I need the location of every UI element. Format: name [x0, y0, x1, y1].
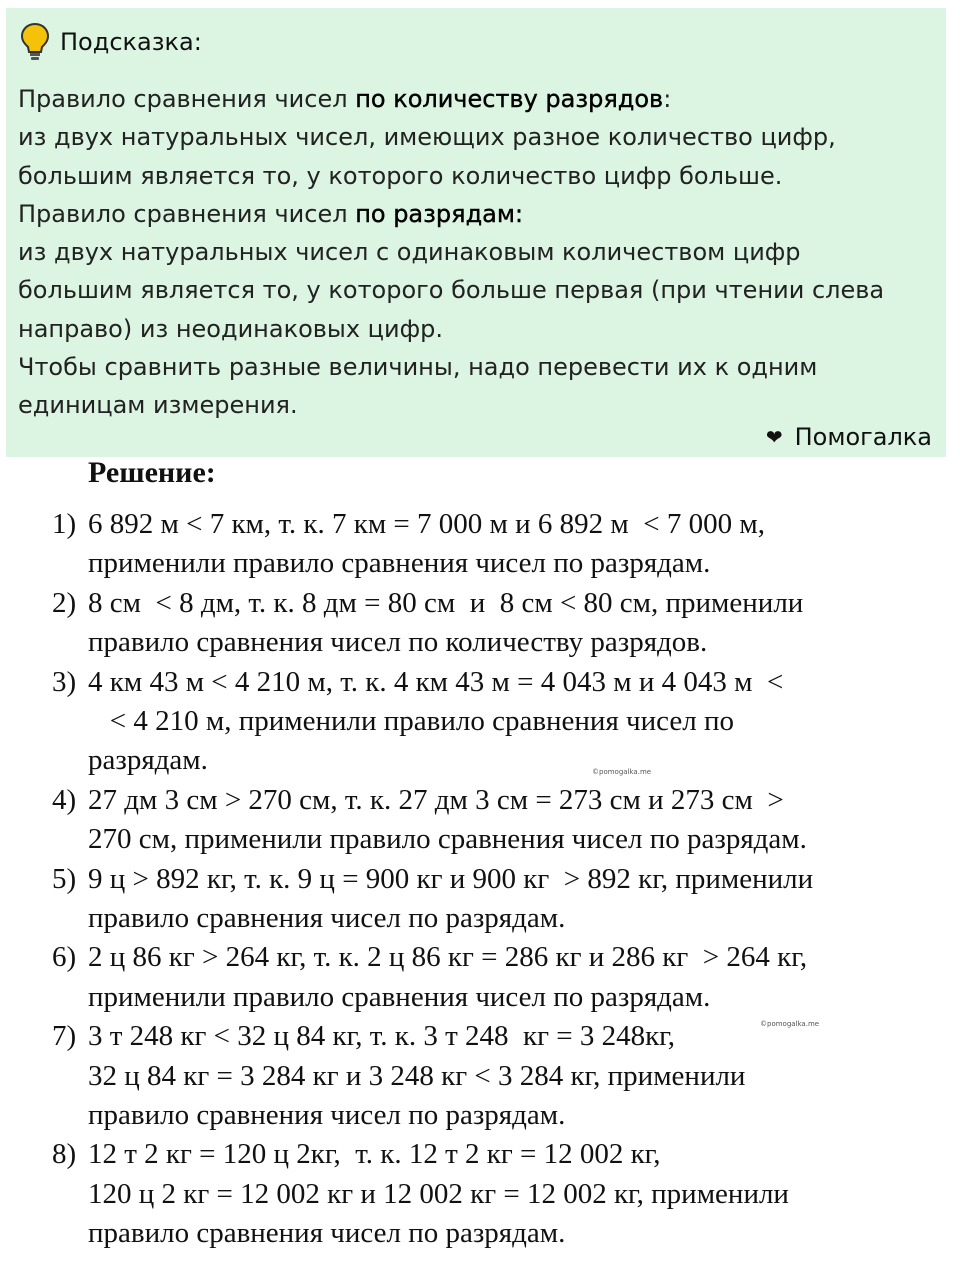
solution-line: правило сравнения чисел по количеству разрядов.	[88, 626, 708, 659]
solution-line: применили правило сравнения чисел по разрядам.	[88, 547, 711, 580]
hint-rule-name: по количеству разрядов	[355, 85, 664, 113]
hint-rule-name: по разрядам:	[355, 199, 524, 228]
solution-line: 2 ц 86 кг > 264 кг, т. к. 2 ц 86 кг = 286 кг и 286 кг > 264 кг,	[88, 941, 808, 974]
hint-line	[18, 80, 938, 118]
item-number: 7)	[52, 1020, 77, 1053]
lightbulb-icon	[20, 22, 50, 62]
hint-line-text: Правило сравнения чисел	[18, 199, 356, 228]
item-number: 5)	[52, 862, 77, 895]
hint-line	[18, 348, 938, 386]
solution-line: 120 ц 2 кг = 12 002 кг и 12 002 кг = 12 002 кг, применили	[88, 1177, 789, 1210]
hint-line-text: Правило сравнения чисел	[18, 85, 356, 113]
solution-line: 6 892 м < 7 км, т. к. 7 км = 7 000 м и 6 892 м < 7 000 м,	[88, 508, 765, 540]
hint-line	[18, 386, 938, 424]
hint-line-text: из двух натуральных чисел, имеющих разное количество цифр,	[18, 123, 836, 152]
hint-line-text: Чтобы сравнить разные величины, надо перевести их к одним	[18, 353, 818, 382]
hint-line-text: большим является то, у которого количество цифр больше.	[18, 161, 783, 190]
solution-line: правило сравнения чисел по разрядам.	[88, 1099, 566, 1131]
watermark: ©pomogalka.me	[592, 768, 652, 776]
solution-line: 8 см < 8 дм, т. к. 8 дм = 80 см и 8 см < 80 см, применили	[88, 586, 804, 619]
solution-line: применили правило сравнения чисел по разрядам.	[88, 980, 711, 1013]
solution-line: 4 км 43 м < 4 210 м, т. к. 4 км 43 м = 4 043 м и 4 043 м <	[88, 665, 784, 698]
hint-title: Подсказка:	[60, 28, 202, 56]
brand-name: Помогалка	[794, 423, 932, 451]
item-number: 3)	[52, 665, 77, 698]
item-number: 6)	[52, 941, 77, 974]
solution-line: 32 ц 84 кг = 3 284 кг и 3 248 кг < 3 284 кг, применили	[88, 1059, 746, 1092]
item-number: 4)	[52, 783, 77, 816]
watermark: ©pomogalka.me	[760, 1020, 820, 1028]
hint-line-text: направо) из неодинаковых цифр.	[18, 314, 443, 343]
solution-line: 3 т 248 кг < 32 ц 84 кг, т. к. 3 т 248 кг = 3 248кг,	[88, 1020, 676, 1053]
item-number: 2)	[52, 586, 77, 619]
solution-line: 27 дм 3 см > 270 см, т. к. 27 дм 3 см = 273 см и 273 см >	[88, 783, 784, 816]
hint-line	[18, 195, 938, 233]
solution-line: 12 т 2 кг = 120 ц 2кг, т. к. 12 т 2 кг = 12 002 кг,	[88, 1138, 661, 1171]
hint-line-text: :	[663, 85, 672, 113]
hint-line-text: большим является то, у которого больше первая (при чтении слева	[18, 276, 885, 305]
solution-line: 9 ц > 892 кг, т. к. 9 ц = 900 кг и 900 кг > 892 кг, применили	[88, 862, 814, 895]
solution-title: Решение:	[88, 456, 216, 489]
heart-icon: ❤	[765, 425, 783, 449]
hint-line	[18, 118, 938, 156]
hint-line	[18, 233, 938, 271]
hint-line-text: единицам измерения.	[18, 391, 298, 420]
hint-line	[18, 271, 938, 309]
hint-line-text: из двух натуральных чисел с одинаковым количеством цифр	[18, 238, 801, 267]
hint-line	[18, 157, 938, 195]
brand-label	[766, 423, 932, 451]
solution-line: правило сравнения чисел по разрядам.	[88, 902, 566, 934]
solution-line: < 4 210 м, применили правило сравнения чисел по	[88, 705, 734, 737]
hint-header	[20, 20, 202, 64]
hint-line	[18, 310, 938, 348]
solution-line: 270 см, применили правило сравнения чисел по разрядам.	[88, 823, 807, 856]
hint-text	[18, 80, 938, 425]
item-number: 1)	[52, 508, 77, 540]
hint-box	[6, 8, 946, 457]
item-number: 8)	[52, 1138, 77, 1171]
solution-line: правило сравнения чисел по разрядам.	[88, 1217, 566, 1250]
solution-line: разрядам.	[88, 744, 208, 777]
